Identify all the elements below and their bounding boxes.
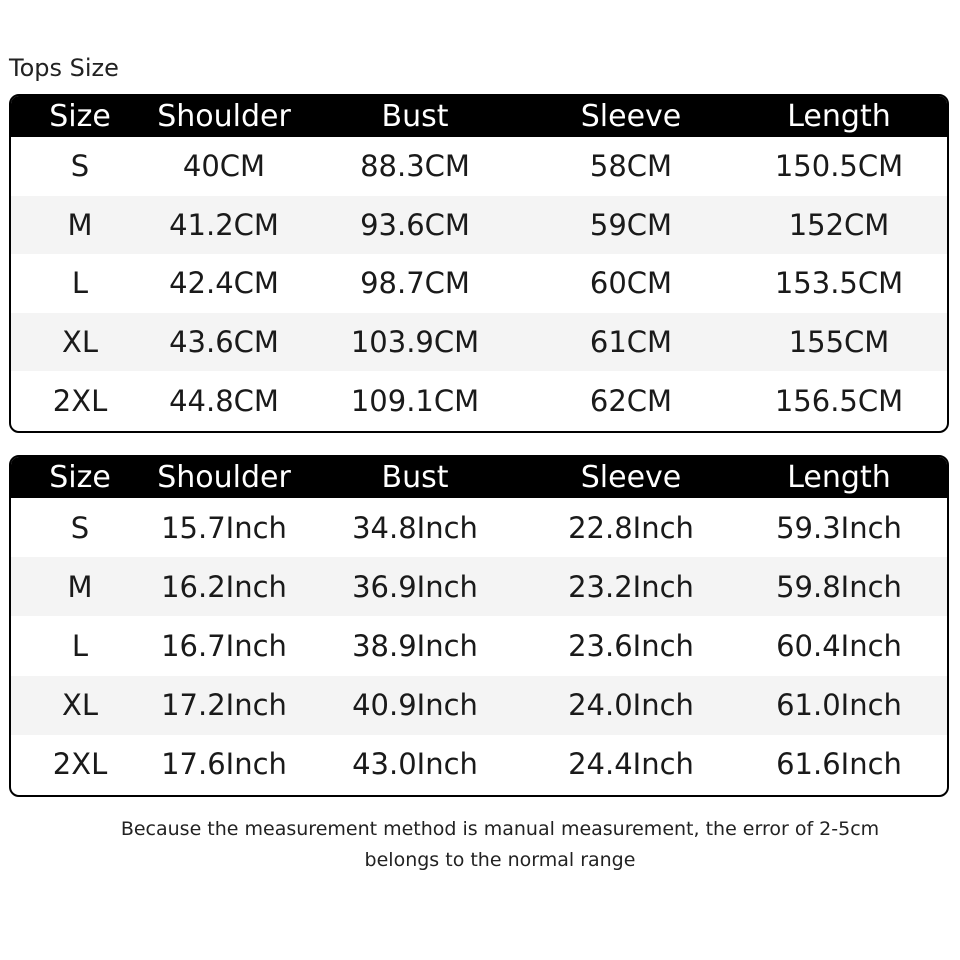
table-row <box>11 676 947 735</box>
cell-length: 150.5CM <box>774 149 904 184</box>
cell-length: 61.0Inch <box>776 688 902 723</box>
header-bust: Bust <box>381 99 449 134</box>
cell-shoulder: 16.7Inch <box>161 628 287 663</box>
cell-size: 2XL <box>52 747 108 782</box>
header-size: Size <box>49 99 111 134</box>
cell-sleeve: 58CM <box>589 149 673 184</box>
header-sleeve: Sleeve <box>580 460 682 495</box>
cell-size: M <box>67 569 93 604</box>
header-length: Length <box>787 99 891 134</box>
cell-bust: 93.6CM <box>360 207 470 242</box>
cell-bust: 34.8Inch <box>352 510 478 545</box>
cell-size: L <box>71 628 89 663</box>
cell-bust: 88.3CM <box>360 149 470 184</box>
cell-size: L <box>71 266 89 301</box>
cell-size: M <box>67 207 93 242</box>
cell-length: 155CM <box>788 325 890 360</box>
table-row <box>11 313 947 372</box>
header-sleeve: Sleeve <box>580 99 682 134</box>
cell-sleeve: 62CM <box>589 383 673 418</box>
header-bust: Bust <box>381 460 449 495</box>
cell-sleeve: 23.2Inch <box>568 569 694 604</box>
cell-size: S <box>70 510 90 545</box>
cell-bust: 43.0Inch <box>352 747 478 782</box>
cell-bust: 98.7CM <box>360 266 470 301</box>
measurement-note <box>0 814 960 876</box>
cell-shoulder: 15.7Inch <box>161 510 287 545</box>
cell-bust: 38.9Inch <box>352 628 478 663</box>
cell-size: XL <box>61 325 99 360</box>
size-table-inch <box>9 455 949 797</box>
cell-sleeve: 22.8Inch <box>568 510 694 545</box>
cell-length: 59.8Inch <box>776 569 902 604</box>
table-row <box>11 196 947 255</box>
cell-bust: 36.9Inch <box>352 569 478 604</box>
cell-length: 60.4Inch <box>776 628 902 663</box>
cell-length: 59.3Inch <box>776 510 902 545</box>
cell-length: 152CM <box>788 207 890 242</box>
table-row <box>11 137 947 196</box>
cell-bust: 103.9CM <box>350 325 480 360</box>
cell-bust: 40.9Inch <box>352 688 478 723</box>
cell-length: 156.5CM <box>774 383 904 418</box>
cell-bust: 109.1CM <box>350 383 480 418</box>
cell-shoulder: 41.2CM <box>169 207 279 242</box>
cell-length: 61.6Inch <box>776 747 902 782</box>
cell-shoulder: 42.4CM <box>169 266 279 301</box>
cell-sleeve: 60CM <box>589 266 673 301</box>
cell-size: 2XL <box>52 383 108 418</box>
cell-shoulder: 16.2Inch <box>161 569 287 604</box>
cell-size: XL <box>61 688 99 723</box>
note-line-2: belongs to the normal range <box>364 849 636 871</box>
table-row <box>11 616 947 675</box>
table-row <box>11 735 947 794</box>
cell-sleeve: 24.0Inch <box>568 688 694 723</box>
table-header-row <box>11 96 947 137</box>
note-line-1: Because the measurement method is manual measurement, the error of 2-5cm <box>120 818 880 840</box>
cell-sleeve: 59CM <box>589 207 673 242</box>
cell-shoulder: 40CM <box>182 149 266 184</box>
header-shoulder: Shoulder <box>157 99 291 134</box>
cell-sleeve: 24.4Inch <box>568 747 694 782</box>
table-row <box>11 498 947 557</box>
cell-length: 153.5CM <box>774 266 904 301</box>
cell-shoulder: 44.8CM <box>169 383 279 418</box>
table-header-row <box>11 457 947 498</box>
cell-sleeve: 61CM <box>589 325 673 360</box>
table-row <box>11 557 947 616</box>
size-table-cm <box>9 94 949 433</box>
header-shoulder: Shoulder <box>157 460 291 495</box>
table-row <box>11 254 947 313</box>
table-row <box>11 371 947 430</box>
header-length: Length <box>787 460 891 495</box>
cell-size: S <box>70 149 90 184</box>
cell-shoulder: 17.6Inch <box>161 747 287 782</box>
cell-shoulder: 17.2Inch <box>161 688 287 723</box>
cell-sleeve: 23.6Inch <box>568 628 694 663</box>
cell-shoulder: 43.6CM <box>169 325 279 360</box>
chart-title: Tops Size <box>9 54 119 82</box>
header-size: Size <box>49 460 111 495</box>
